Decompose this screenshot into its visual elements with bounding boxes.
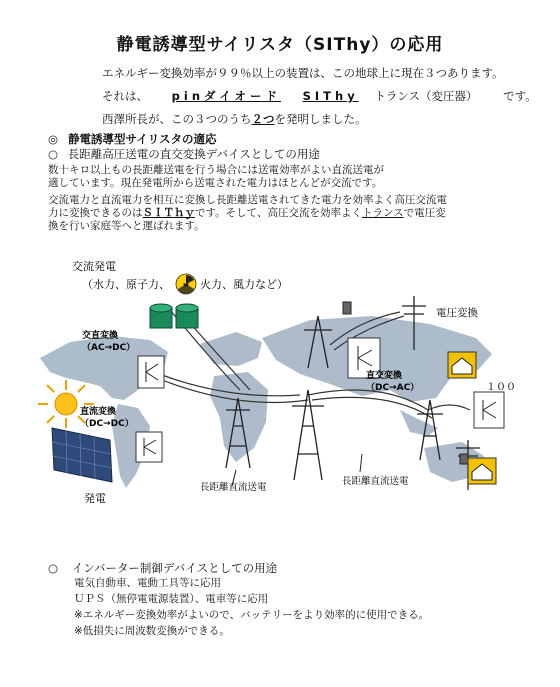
- solar-panel-icon: [52, 428, 112, 482]
- dc-dc-sub: （DC→DC）: [80, 419, 134, 429]
- transformer-emphasis: トランス: [361, 207, 404, 219]
- ac-generation-sub-left: （水力、原子力、: [82, 278, 170, 291]
- intro-line-2-lead: それは、: [102, 89, 148, 103]
- inverter-line-3: ※エネルギー変換効率がよいので、バッテリーをより効率的に使用できる。: [74, 609, 430, 621]
- page-title: 静電誘導型サイリスタ（SIThy）の応用: [116, 35, 444, 55]
- para1-line2: 適しています。現在発電所から送電された電力はほとんどが交流です。: [48, 177, 383, 189]
- para2-line2-b: です。そして、高圧交流を効率よく: [195, 207, 362, 219]
- para2-line2-c: で電圧変: [403, 207, 446, 219]
- storage-tanks-icon: [150, 304, 198, 328]
- radiation-icon: [176, 274, 196, 294]
- inverter-heading-text: インバーター制御デバイスとしての用途: [71, 561, 278, 575]
- pointer-right: [360, 454, 362, 472]
- long-dc-label-left: 長距離直流送電: [200, 482, 267, 493]
- ac-generation-sub-right: 火力、風力など）: [200, 278, 288, 291]
- inverter-line-4: ※低損失に周波数変換ができる。: [74, 625, 230, 637]
- double-circle-mark: ◎: [48, 132, 59, 146]
- inverter-line-2: ＵＰＳ（無停電電源装置）、電車等に応用: [74, 593, 269, 605]
- para2-line3: 換を行い家庭等へと運ばれます。: [48, 220, 205, 232]
- bullet-circle: ○: [48, 147, 59, 161]
- converter-box-ac-dc: [138, 356, 164, 388]
- para2-line1: 交流電力と直流電力を相互に変換し長距離送電されてきた電力を効率よく高圧交流電: [48, 194, 447, 206]
- pin-diode-text: pinダイオード: [171, 89, 281, 103]
- ac-dc-label: 交直変換: [82, 331, 119, 341]
- intro-line-2: [102, 88, 537, 104]
- para2-line2-a: 力に変換できるのは: [48, 207, 143, 219]
- sithy-emphasis: ＳＩＴｈｙ: [142, 207, 195, 219]
- inverter-heading: [48, 560, 277, 576]
- ac-generation-label: 交流発電: [72, 260, 116, 273]
- long-dc-label-right: 長距離直流送電: [342, 476, 409, 487]
- intro-line-3-lead: 西澤所長が、この３つのうち: [102, 112, 252, 126]
- inverter-line-1: 電気自動車、電動工具等に応用: [74, 577, 221, 589]
- dc-ac-sub: （DC→AC）: [366, 383, 420, 393]
- hundred-volt-label: １００: [486, 382, 516, 393]
- inverter-bullet: ○: [48, 561, 59, 575]
- converter-box-dc-dc: [136, 432, 162, 462]
- section-heading-text: 静電誘導型サイリスタの適応: [68, 132, 217, 146]
- transformer-text: トランス（変圧器）: [374, 89, 478, 103]
- dc-ac-label: 直交変換: [366, 371, 403, 381]
- sithy-text: SIThy: [302, 89, 359, 103]
- power-generation-label: 発電: [84, 492, 106, 505]
- two-emphasis: ２つ: [251, 112, 275, 126]
- ac-dc-sub: （AC→DC）: [82, 343, 136, 353]
- dc-dc-label: 直流変換: [80, 407, 117, 417]
- intro-line-3-tail: を発明しました。: [274, 112, 367, 126]
- house-icon-bottom: [468, 458, 496, 484]
- intro-line-2-tail: です。: [503, 89, 537, 103]
- section-heading: [48, 131, 217, 147]
- sub-heading-1-text: 長距離高圧送電の直交変換デバイスとしての用途: [67, 147, 320, 161]
- para2-line2: [48, 207, 446, 220]
- house-icon-top: [448, 352, 476, 378]
- power-transmission-diagram: [0, 250, 560, 545]
- intro-line-1: エネルギー変換効率が９９％以上の装置は、この地球上に現在３つあります。: [102, 66, 504, 80]
- converter-box-right: [474, 392, 504, 428]
- para1-line1: 数十キロ以上もの長距離送電を行う場合には送電効率がよい直流送電が: [48, 164, 384, 176]
- intro-line-3: [102, 111, 367, 127]
- sub-heading-1: [48, 146, 320, 162]
- voltage-conversion-label: 電圧変換: [436, 307, 478, 319]
